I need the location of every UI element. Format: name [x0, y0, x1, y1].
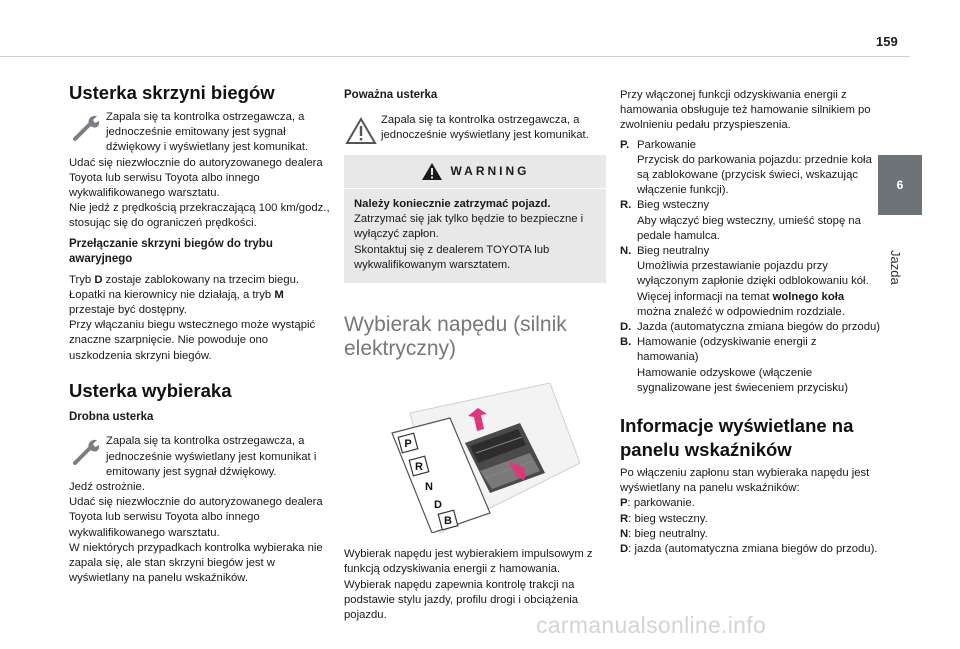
- wrench-icon: [69, 437, 103, 467]
- drive-carefully-text: Jedź ostrożnie.: [69, 480, 145, 493]
- heading-drive-selector: Wybierak napędu (silnik elektryczny): [344, 312, 567, 360]
- gearbox-warning-text: [69, 110, 331, 156]
- mode-item-d: D. Jazda (automatyczna zmiana biegów do przodu): [620, 321, 881, 334]
- subheading-minor-fault: Drobna usterka: [69, 410, 154, 423]
- gear-letter-n: [425, 481, 433, 493]
- warning-header: [344, 155, 606, 189]
- mode-item-n: N. Bieg neutralny Umożliwia przestawianie pojazdu przy wyłączonym zapłonie dzięki odblokowaniu kół. Więcej informacji na temat wolnego koła można znaleźć w odpowiednim rozdziale.: [620, 244, 880, 320]
- warning-triangle-icon: [421, 162, 443, 181]
- heading-gearbox-fault: Usterka skrzyni biegów: [69, 82, 275, 103]
- column-1: [69, 82, 331, 586]
- mode-item-b: B. Hamowanie (odzyskiwanie energii z hamowania) Hamowanie odzyskowe (włączenie sygnalizowane jest świeceniem przycisku): [620, 336, 848, 394]
- watermark: carmanualsonline.info: [536, 612, 767, 638]
- wrench-icon: [69, 113, 103, 143]
- state-p: P: parkowanie.: [620, 497, 695, 510]
- svg-text:R: R: [415, 460, 423, 473]
- subheading-emergency-mode: Przełączanie skrzyni biegów do trybu awaryjnego: [69, 237, 273, 266]
- freewheel-note: Więcej informacji na temat wolnego koła można znaleźć w odpowiednim rozdziale.: [637, 290, 845, 318]
- gearbox-speed-text: Nie jedź z prędkością przekraczającą 100 km/godz., stosując się do ograniczeń prędkości.: [69, 202, 330, 230]
- warning-bold: Należy koniecznie zatrzymać pojazd.: [354, 197, 551, 210]
- state-n: N: bieg neutralny.: [620, 527, 708, 540]
- gearbox-dealer-text: Udać się niezwłocznie do autoryzowanego dealera Toyota lub serwisu Toyota albo innego wykwalifikowanego warsztatu.: [69, 156, 323, 200]
- mode-item-p: P. Parkowanie Przycisk do parkowania pojazdu: przednie koła są zablokowane (przycisk świeci, wskazując włączenie funkcji).: [620, 138, 872, 197]
- minor-fault-text: [69, 434, 331, 480]
- warning-title: WARNING: [450, 163, 530, 178]
- svg-text:P: P: [404, 437, 412, 450]
- mode-d-text: Tryb D zostaje zablokowany na trzecim biegu.: [69, 273, 300, 286]
- selector-light-text: W niektórych przypadkach kontrolka wybieraka nie zapala się, ale stan skrzyni biegów jest w wyświetlany na panelu wskaźników.: [69, 541, 323, 585]
- svg-text:B: B: [444, 514, 452, 527]
- engine-braking-text: Przy włączonej funkcji odzyskiwania energii z hamowania obsługuje też hamowanie silnikiem po zwolnieniu pedału przyspieszenia.: [620, 89, 871, 132]
- svg-text:N: N: [425, 480, 433, 493]
- warning-triangle-icon: [344, 116, 378, 146]
- serious-fault-text: [344, 113, 606, 143]
- paddles-text: Łopatki na kierownicy nie działają, a tryb M przestaje być dostępny.: [69, 288, 284, 317]
- heading-instrument-panel: Informacje wyświetlane na panelu wskaźników: [620, 415, 854, 461]
- minor-dealer-text: Udać się niezwłocznie do autoryzowanego dealera Toyota lub serwisu Toyota albo innego wykwalifikowanego warsztatu.: [69, 496, 323, 539]
- instrument-intro-text: Po włączeniu zapłonu stan wybieraka napędu jest wyświetlany na panelu wskaźników:: [620, 467, 870, 495]
- selector-desc-p2: Wybierak napędu zapewnia kontrolę trakcji na podstawie stylu jazdy, profilu drogi i obciążenia pojazdu.: [344, 578, 579, 621]
- drive-selector-illustration: [380, 383, 580, 533]
- page-number: 159: [876, 34, 898, 49]
- column-2: [344, 88, 606, 623]
- svg-text:D: D: [434, 498, 442, 511]
- selector-desc-p1: Wybierak napędu jest wybierakiem impulsowym z funkcją odzyskiwania energii z hamowania.: [344, 548, 593, 576]
- warning-body: [344, 189, 606, 283]
- column-3: [620, 88, 880, 557]
- minor-fault-p1: Zapala się ta kontrolka ostrzegawcza, a jednocześnie wyświetlany jest komunikat i emitowany jest sygnał dźwiękowy.: [106, 435, 317, 478]
- top-rule: [0, 56, 910, 57]
- warning-p1: Zatrzymać się jak tylko będzie to bezpieczne i wyłączyć zapłon.: [354, 213, 584, 241]
- heading-selector-fault: Usterka wybieraka: [69, 379, 232, 401]
- gear-letter-r: [409, 456, 429, 476]
- mode-list: [620, 138, 880, 396]
- state-r: R: bieg wsteczny.: [620, 512, 708, 525]
- state-d: D: jazda (automatyczna zmiana biegów do przodu).: [620, 543, 878, 556]
- serious-fault-p1: Zapala się ta kontrolka ostrzegawcza, a jednocześnie wyświetlany jest komunikat.: [381, 113, 589, 141]
- reverse-jerk-text: Przy włączaniu biegu wstecznego może wystąpić znaczne szarpnięcie. Nie powoduje ono uszkodzenia skrzyni biegów.: [69, 319, 316, 362]
- chapter-tab[interactable]: 6: [878, 155, 922, 215]
- gear-letter-p: [398, 433, 418, 453]
- chapter-title: Jazda: [888, 250, 903, 285]
- gear-letter-d: [434, 499, 442, 511]
- gearbox-warning-p1: Zapala się ta kontrolka ostrzegawcza, a jednocześnie emitowany jest sygnał dźwiękowy i wyświetlany jest komunikat.: [106, 111, 309, 154]
- mode-item-r: R. Bieg wsteczny Aby włączyć bieg wsteczny, umieść stopę na pedale hamulca.: [620, 199, 861, 242]
- warning-box: [344, 155, 606, 283]
- subheading-serious-fault: Poważna usterka: [344, 89, 438, 101]
- warning-p2: Skontaktuj się z dealerem TOYOTA lub wykwalifikowanym warsztatem.: [354, 243, 550, 271]
- gear-letter-b: [438, 510, 458, 530]
